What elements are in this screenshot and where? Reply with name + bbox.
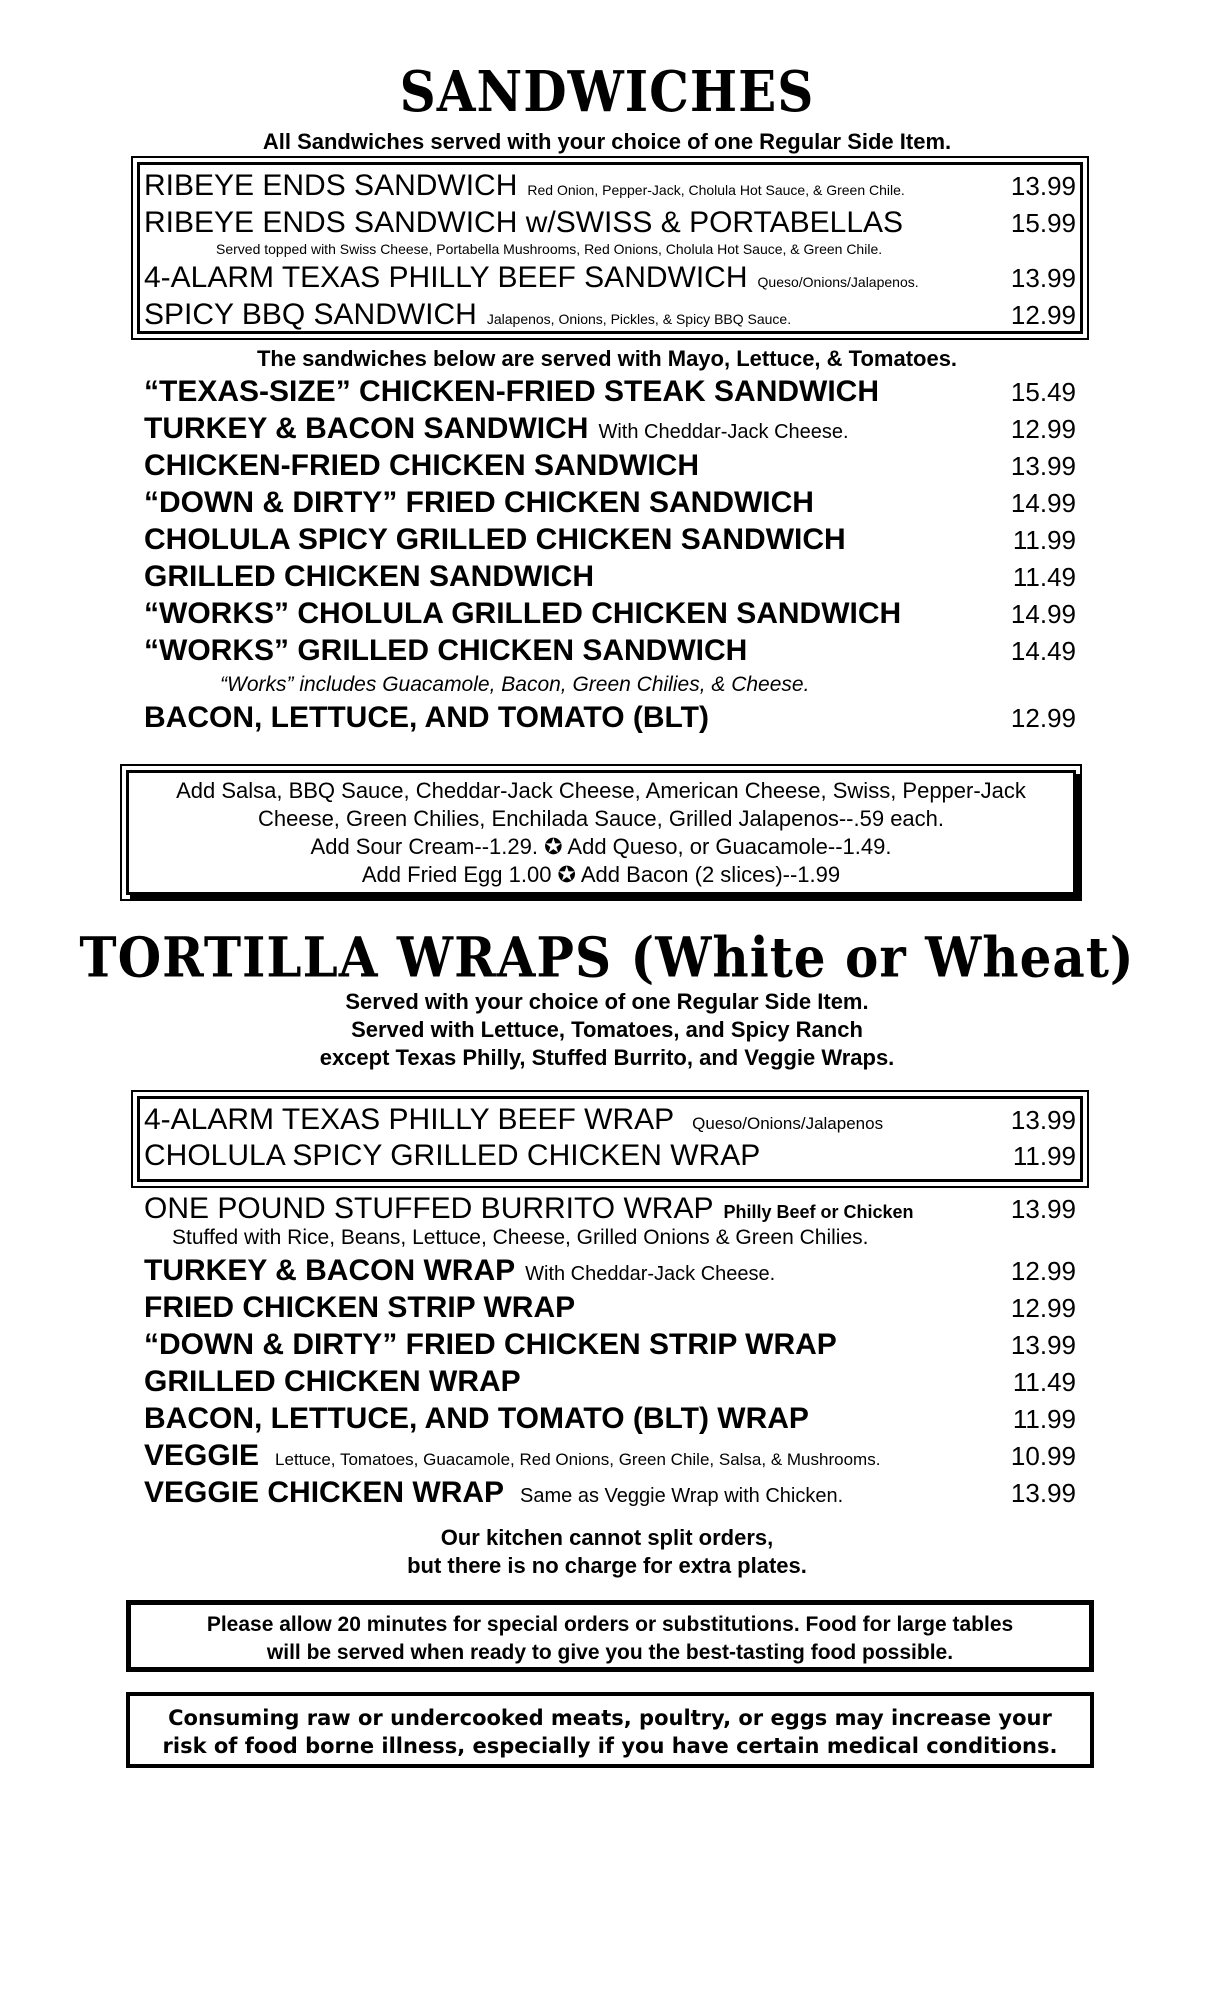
notice-line: Please allow 20 minutes for special orders or substitutions. Food for large tables [206, 1613, 1014, 1636]
menu-item [144, 633, 1076, 669]
item-desc: Same as Veggie Wrap with Chicken. [520, 1485, 844, 1507]
item-desc: Red Onion, Pepper-Jack, Cholula Hot Sauce, & Green Chile. [527, 182, 905, 198]
item-price: 11.99 [1012, 1404, 1076, 1434]
split-orders-line: Our kitchen cannot split orders, [440, 1525, 774, 1550]
item-name: BACON, LETTUCE, AND TOMATO (BLT) WRAP [144, 1402, 809, 1435]
item-price: 13.99 [1010, 263, 1076, 293]
item-name: TURKEY & BACON WRAP [144, 1254, 516, 1287]
item-price: 12.99 [1010, 1256, 1076, 1286]
item-price: 14.99 [1010, 599, 1076, 629]
item-price: 15.99 [1010, 208, 1076, 238]
item-desc: With Cheddar-Jack Cheese. [598, 421, 849, 443]
item-name: “DOWN & DIRTY” FRIED CHICKEN SANDWICH [144, 486, 814, 519]
menu-item [144, 168, 1076, 204]
item-name: “WORKS” CHOLULA GRILLED CHICKEN SANDWICH [144, 597, 902, 630]
item-price: 13.99 [1010, 1330, 1076, 1360]
item-desc: Queso/Onions/Jalapenos [692, 1114, 884, 1133]
item-name: FRIED CHICKEN STRIP WRAP [144, 1291, 576, 1324]
sandwiches-subtitle: All Sandwiches served with your choice of one Regular Side Item. [262, 129, 952, 154]
menu-item [144, 1290, 1076, 1326]
works-note: “Works” includes Guacamole, Bacon, Green Chilies, & Cheese. [220, 673, 810, 696]
item-name: 4-ALARM TEXAS PHILLY BEEF WRAP [144, 1103, 675, 1136]
item-price: 12.99 [1010, 414, 1076, 444]
menu-item [144, 1138, 1076, 1174]
addons-box [126, 770, 1076, 895]
item-name: SPICY BBQ SANDWICH [144, 298, 477, 331]
menu-item [144, 260, 1076, 296]
ribeye-swiss-note: Served topped with Swiss Cheese, Portabella Mushrooms, Red Onions, Cholula Hot Sauce, & Green Chile. [216, 241, 883, 257]
item-name: TURKEY & BACON SANDWICH [144, 412, 589, 445]
menu-item [144, 1475, 1076, 1511]
special-orders-notice [126, 1600, 1094, 1672]
item-name: RIBEYE ENDS SANDWICH w/SWISS & PORTABELLAS [144, 206, 904, 239]
item-price: 13.99 [1010, 1105, 1076, 1135]
item-price: 11.99 [1012, 1141, 1076, 1171]
addons-line: Add Salsa, BBQ Sauce, Cheddar-Jack Cheese, American Cheese, Swiss, Pepper-Jack [176, 778, 1026, 803]
menu-item [144, 297, 1076, 333]
item-name: “DOWN & DIRTY” FRIED CHICKEN STRIP WRAP [144, 1328, 837, 1361]
item-name: GRILLED CHICKEN SANDWICH [144, 560, 594, 593]
item-price: 13.99 [1010, 1194, 1076, 1224]
menu-item [144, 374, 1076, 410]
item-name: ONE POUND STUFFED BURRITO WRAP [144, 1192, 714, 1225]
menu-item [144, 1102, 1076, 1138]
item-desc: Lettuce, Tomatoes, Guacamole, Red Onions, Green Chile, Salsa, & Mushrooms. [275, 1450, 881, 1469]
item-desc: Philly Beef or Chicken [723, 1202, 914, 1222]
split-orders-line: but there is no charge for extra plates. [407, 1553, 807, 1578]
item-price: 12.99 [1010, 1293, 1076, 1323]
item-price: 11.99 [1012, 525, 1076, 555]
wraps-subtitle-line: Served with Lettuce, Tomatoes, and Spicy Ranch [351, 1017, 863, 1042]
warning-line: risk of food borne illness, especially if you have certain medical conditions. [162, 1734, 1058, 1758]
item-name: CHICKEN-FRIED CHICKEN SANDWICH [144, 449, 699, 482]
menu-item [144, 1401, 1076, 1437]
item-name: CHOLULA SPICY GRILLED CHICKEN SANDWICH [144, 523, 846, 556]
warning-line: Consuming raw or undercooked meats, poultry, or eggs may increase your [168, 1706, 1052, 1730]
menu-item [144, 411, 1076, 447]
item-desc: Queso/Onions/Jalapenos. [757, 274, 919, 290]
item-name: “WORKS” GRILLED CHICKEN SANDWICH [144, 634, 748, 667]
burrito-note: Stuffed with Rice, Beans, Lettuce, Cheese, Grilled Onions & Green Chilies. [172, 1226, 869, 1249]
mayo-note: The sandwiches below are served with Mayo, Lettuce, & Tomatoes. [256, 346, 958, 371]
sandwiches-title: SANDWICHES [399, 58, 815, 125]
addons-line: Add Fried Egg 1.00 ✪ Add Bacon (2 slices)--1.99 [361, 862, 841, 887]
item-price: 10.99 [1010, 1441, 1076, 1471]
item-name: VEGGIE [144, 1439, 260, 1472]
item-price: 12.99 [1010, 703, 1076, 733]
notice-line: will be served when ready to give you the best-tasting food possible. [266, 1641, 954, 1664]
item-name: CHOLULA SPICY GRILLED CHICKEN WRAP [144, 1139, 761, 1172]
item-price: 14.49 [1010, 636, 1076, 666]
menu-item [144, 700, 1076, 736]
menu-item [144, 559, 1076, 595]
wraps-title: TORTILLA WRAPS (White or Wheat) [79, 925, 1135, 990]
menu-item [144, 522, 1076, 558]
item-name: BACON, LETTUCE, AND TOMATO (BLT) [144, 701, 709, 734]
item-name: GRILLED CHICKEN WRAP [144, 1365, 521, 1398]
item-price: 13.99 [1010, 171, 1076, 201]
item-price: 14.99 [1010, 488, 1076, 518]
addons-line: Cheese, Green Chilies, Enchilada Sauce, Grilled Jalapenos--.59 each. [257, 806, 945, 831]
item-name: VEGGIE CHICKEN WRAP [144, 1476, 505, 1509]
wraps-subtitle-line: except Texas Philly, Stuffed Burrito, and Veggie Wraps. [319, 1045, 895, 1070]
item-price: 11.49 [1012, 562, 1076, 592]
item-desc: Jalapenos, Onions, Pickles, & Spicy BBQ Sauce. [486, 311, 792, 327]
item-price: 12.99 [1010, 300, 1076, 330]
menu-item [144, 485, 1076, 521]
item-name: RIBEYE ENDS SANDWICH [144, 169, 518, 202]
item-desc: With Cheddar-Jack Cheese. [525, 1263, 776, 1285]
item-name: 4-ALARM TEXAS PHILLY BEEF SANDWICH [144, 261, 748, 294]
wraps-subtitle-line: Served with your choice of one Regular Side Item. [345, 989, 869, 1014]
item-price: 13.99 [1010, 1478, 1076, 1508]
menu-item [144, 205, 1076, 241]
item-name: “TEXAS-SIZE” CHICKEN-FRIED STEAK SANDWICH [144, 375, 880, 408]
addons-line: Add Sour Cream--1.29. ✪ Add Queso, or Guacamole--1.49. [310, 834, 892, 859]
menu-item [144, 448, 1076, 484]
menu-item [144, 596, 1076, 632]
item-price: 13.99 [1010, 451, 1076, 481]
item-price: 11.49 [1012, 1367, 1076, 1397]
item-price: 15.49 [1010, 377, 1076, 407]
menu-item [144, 1438, 1076, 1474]
menu-item [144, 1191, 1076, 1227]
menu-item [144, 1253, 1076, 1289]
raw-food-warning [126, 1692, 1094, 1768]
menu-item [144, 1364, 1076, 1400]
menu-item [144, 1327, 1076, 1363]
